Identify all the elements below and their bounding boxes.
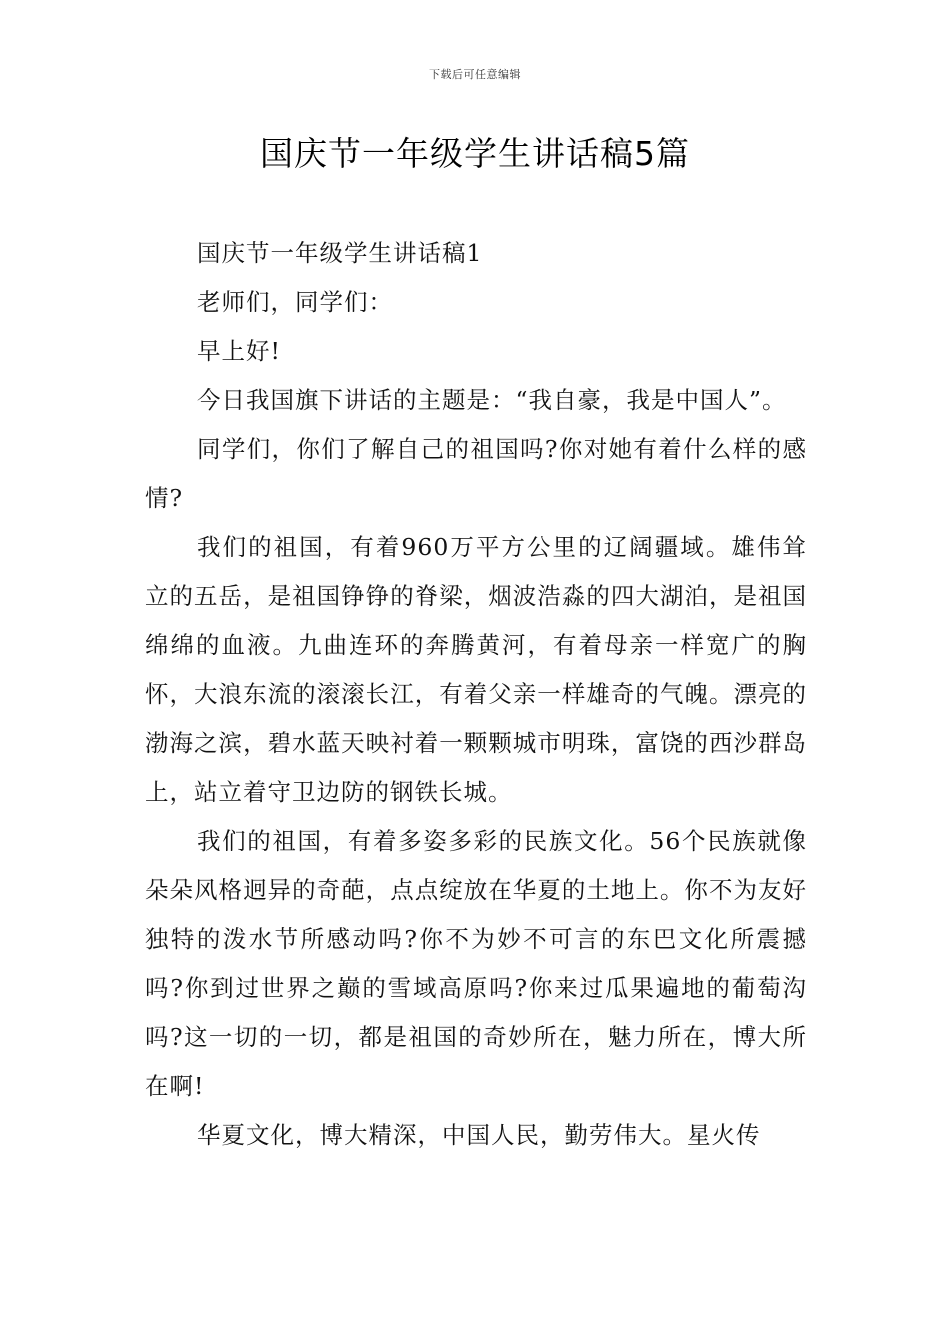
- paragraph-greeting: 早上好!: [197, 337, 281, 365]
- paragraph-territory: 我们的祖国，有着960万平方公里的辽阔疆域。雄伟耸立的五岳，是祖国铮铮的脊梁，烟波浩淼的四大湖泊，是祖国绵绵的血液。九曲连环的奔腾黄河，有着母亲一样宽广的胸怀，大浪东流的滚滚长江，有着父亲一样雄奇的气魄。漂亮的渤海之滨，碧水蓝天映衬着一颗颗城市明珠，富饶的西沙群岛上，站立着守卫边防的钢铁长城。: [145, 533, 807, 806]
- paragraph-theme: 今日我国旗下讲话的主题是：“我自豪，我是中国人”。: [197, 386, 787, 414]
- paragraph-subtitle: 国庆节一年级学生讲话稿1: [197, 239, 483, 267]
- paragraph-culture: 我们的祖国，有着多姿多彩的民族文化。56个民族就像朵朵风格迥异的奇葩，点点绽放在华夏的土地上。你不为友好独特的泼水节所感动吗?你不为妙不可言的东巴文化所震撼吗?你到过世界之巅的雪域高原吗?你来过瓜果遍地的葡萄沟吗?这一切的一切，都是祖国的奇妙所在，魅力所在，博大所在啊!: [145, 827, 807, 1100]
- paragraph-heritage: 华夏文化，博大精深，中国人民，勤劳伟大。星火传: [197, 1121, 761, 1149]
- document-body: [145, 229, 807, 1160]
- paragraph-question: 同学们，你们了解自己的祖国吗?你对她有着什么样的感情?: [145, 435, 807, 512]
- header-note: 下载后可任意编辑: [429, 68, 521, 81]
- paragraph-salutation: 老师们，同学们：: [197, 288, 393, 316]
- document-title: 国庆节一年级学生讲话稿5篇: [260, 134, 690, 173]
